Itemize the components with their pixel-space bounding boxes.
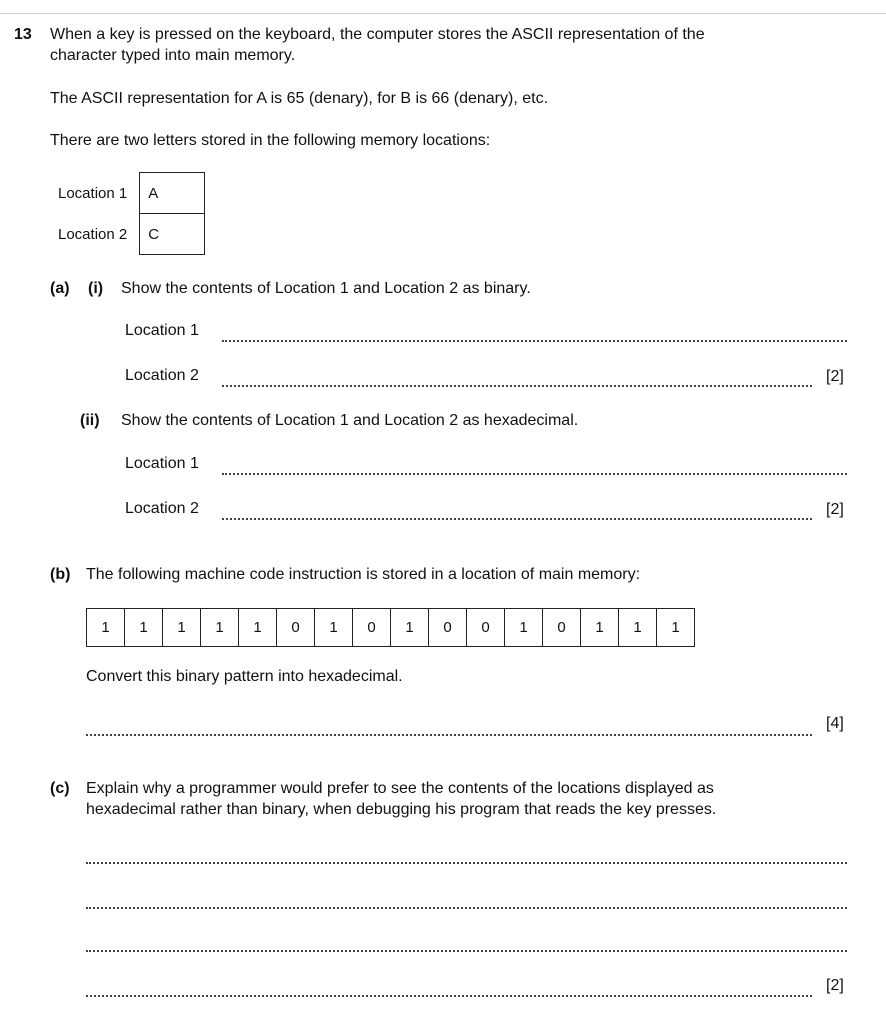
memory-intro: There are two letters stored in the following memory locations: (50, 132, 491, 149)
binary-bit-cell: 0 (353, 609, 391, 647)
answer-line-c-2[interactable] (86, 907, 847, 909)
binary-bit-cell: 1 (87, 609, 125, 647)
question-number: 13 (14, 26, 32, 43)
binary-bit-cell: 1 (391, 609, 429, 647)
memory-row (58, 173, 205, 214)
answer-line-a-i-1[interactable] (222, 340, 847, 342)
part-a-ii-marks: [2] (826, 501, 844, 518)
memory-row (58, 214, 205, 255)
part-c-text-line2: hexadecimal rather than binary, when debugging his program that reads the key presses. (86, 801, 717, 818)
question-intro-line2: character typed into main memory. (50, 47, 296, 64)
binary-bit-cell: 0 (277, 609, 315, 647)
binary-bit-cell: 1 (125, 609, 163, 647)
memory-location-label: Location 2 (58, 225, 128, 243)
binary-pattern-table (86, 608, 695, 647)
binary-bit-cell: 1 (505, 609, 543, 647)
memory-location-value: C (140, 214, 205, 255)
answer-line-b[interactable] (86, 734, 812, 736)
part-a-i-text: Show the contents of Location 1 and Location 2 as binary. (121, 280, 531, 297)
part-a-i-label: (i) (88, 280, 104, 297)
binary-bit-cell: 1 (163, 609, 201, 647)
ascii-note: The ASCII representation for A is 65 (denary), for B is 66 (denary), etc. (50, 90, 549, 107)
answer-line-a-ii-1[interactable] (222, 473, 847, 475)
part-b-label: (b) (50, 566, 71, 583)
binary-pattern-row (87, 609, 695, 647)
answer-line-a-i-2[interactable] (222, 385, 812, 387)
part-a-i-loc2-label: Location 2 (125, 367, 199, 384)
part-c-label: (c) (50, 780, 70, 797)
binary-bit-cell: 1 (315, 609, 353, 647)
answer-line-c-1[interactable] (86, 862, 847, 864)
binary-bit-cell: 1 (201, 609, 239, 647)
part-a-ii-text: Show the contents of Location 1 and Location 2 as hexadecimal. (121, 412, 579, 429)
memory-table (58, 172, 205, 255)
part-a-i-loc1-label: Location 1 (125, 322, 199, 339)
part-c-marks: [2] (826, 977, 844, 994)
binary-bit-cell: 1 (657, 609, 695, 647)
binary-bit-cell: 1 (581, 609, 619, 647)
part-a-ii-label: (ii) (80, 412, 100, 429)
part-c-text-line1: Explain why a programmer would prefer to see the contents of the locations displayed as (86, 780, 714, 797)
memory-location-value: A (140, 173, 205, 214)
part-a-ii-loc2-label: Location 2 (125, 500, 199, 517)
memory-location-label: Location 1 (58, 184, 128, 202)
answer-line-c-3[interactable] (86, 950, 847, 952)
part-b-convert-text: Convert this binary pattern into hexadecimal. (86, 668, 403, 685)
binary-bit-cell: 1 (239, 609, 277, 647)
question-intro-line1: When a key is pressed on the keyboard, the computer stores the ASCII representation of the (50, 26, 705, 43)
answer-line-a-ii-2[interactable] (222, 518, 812, 520)
part-a-ii-loc1-label: Location 1 (125, 455, 199, 472)
binary-bit-cell: 1 (619, 609, 657, 647)
binary-bit-cell: 0 (429, 609, 467, 647)
part-b-text: The following machine code instruction is stored in a location of main memory: (86, 566, 641, 583)
top-rule (0, 13, 886, 14)
part-a-label: (a) (50, 280, 70, 297)
part-a-i-marks: [2] (826, 368, 844, 385)
answer-line-c-4[interactable] (86, 995, 812, 997)
part-b-marks: [4] (826, 715, 844, 732)
binary-bit-cell: 0 (543, 609, 581, 647)
binary-bit-cell: 0 (467, 609, 505, 647)
